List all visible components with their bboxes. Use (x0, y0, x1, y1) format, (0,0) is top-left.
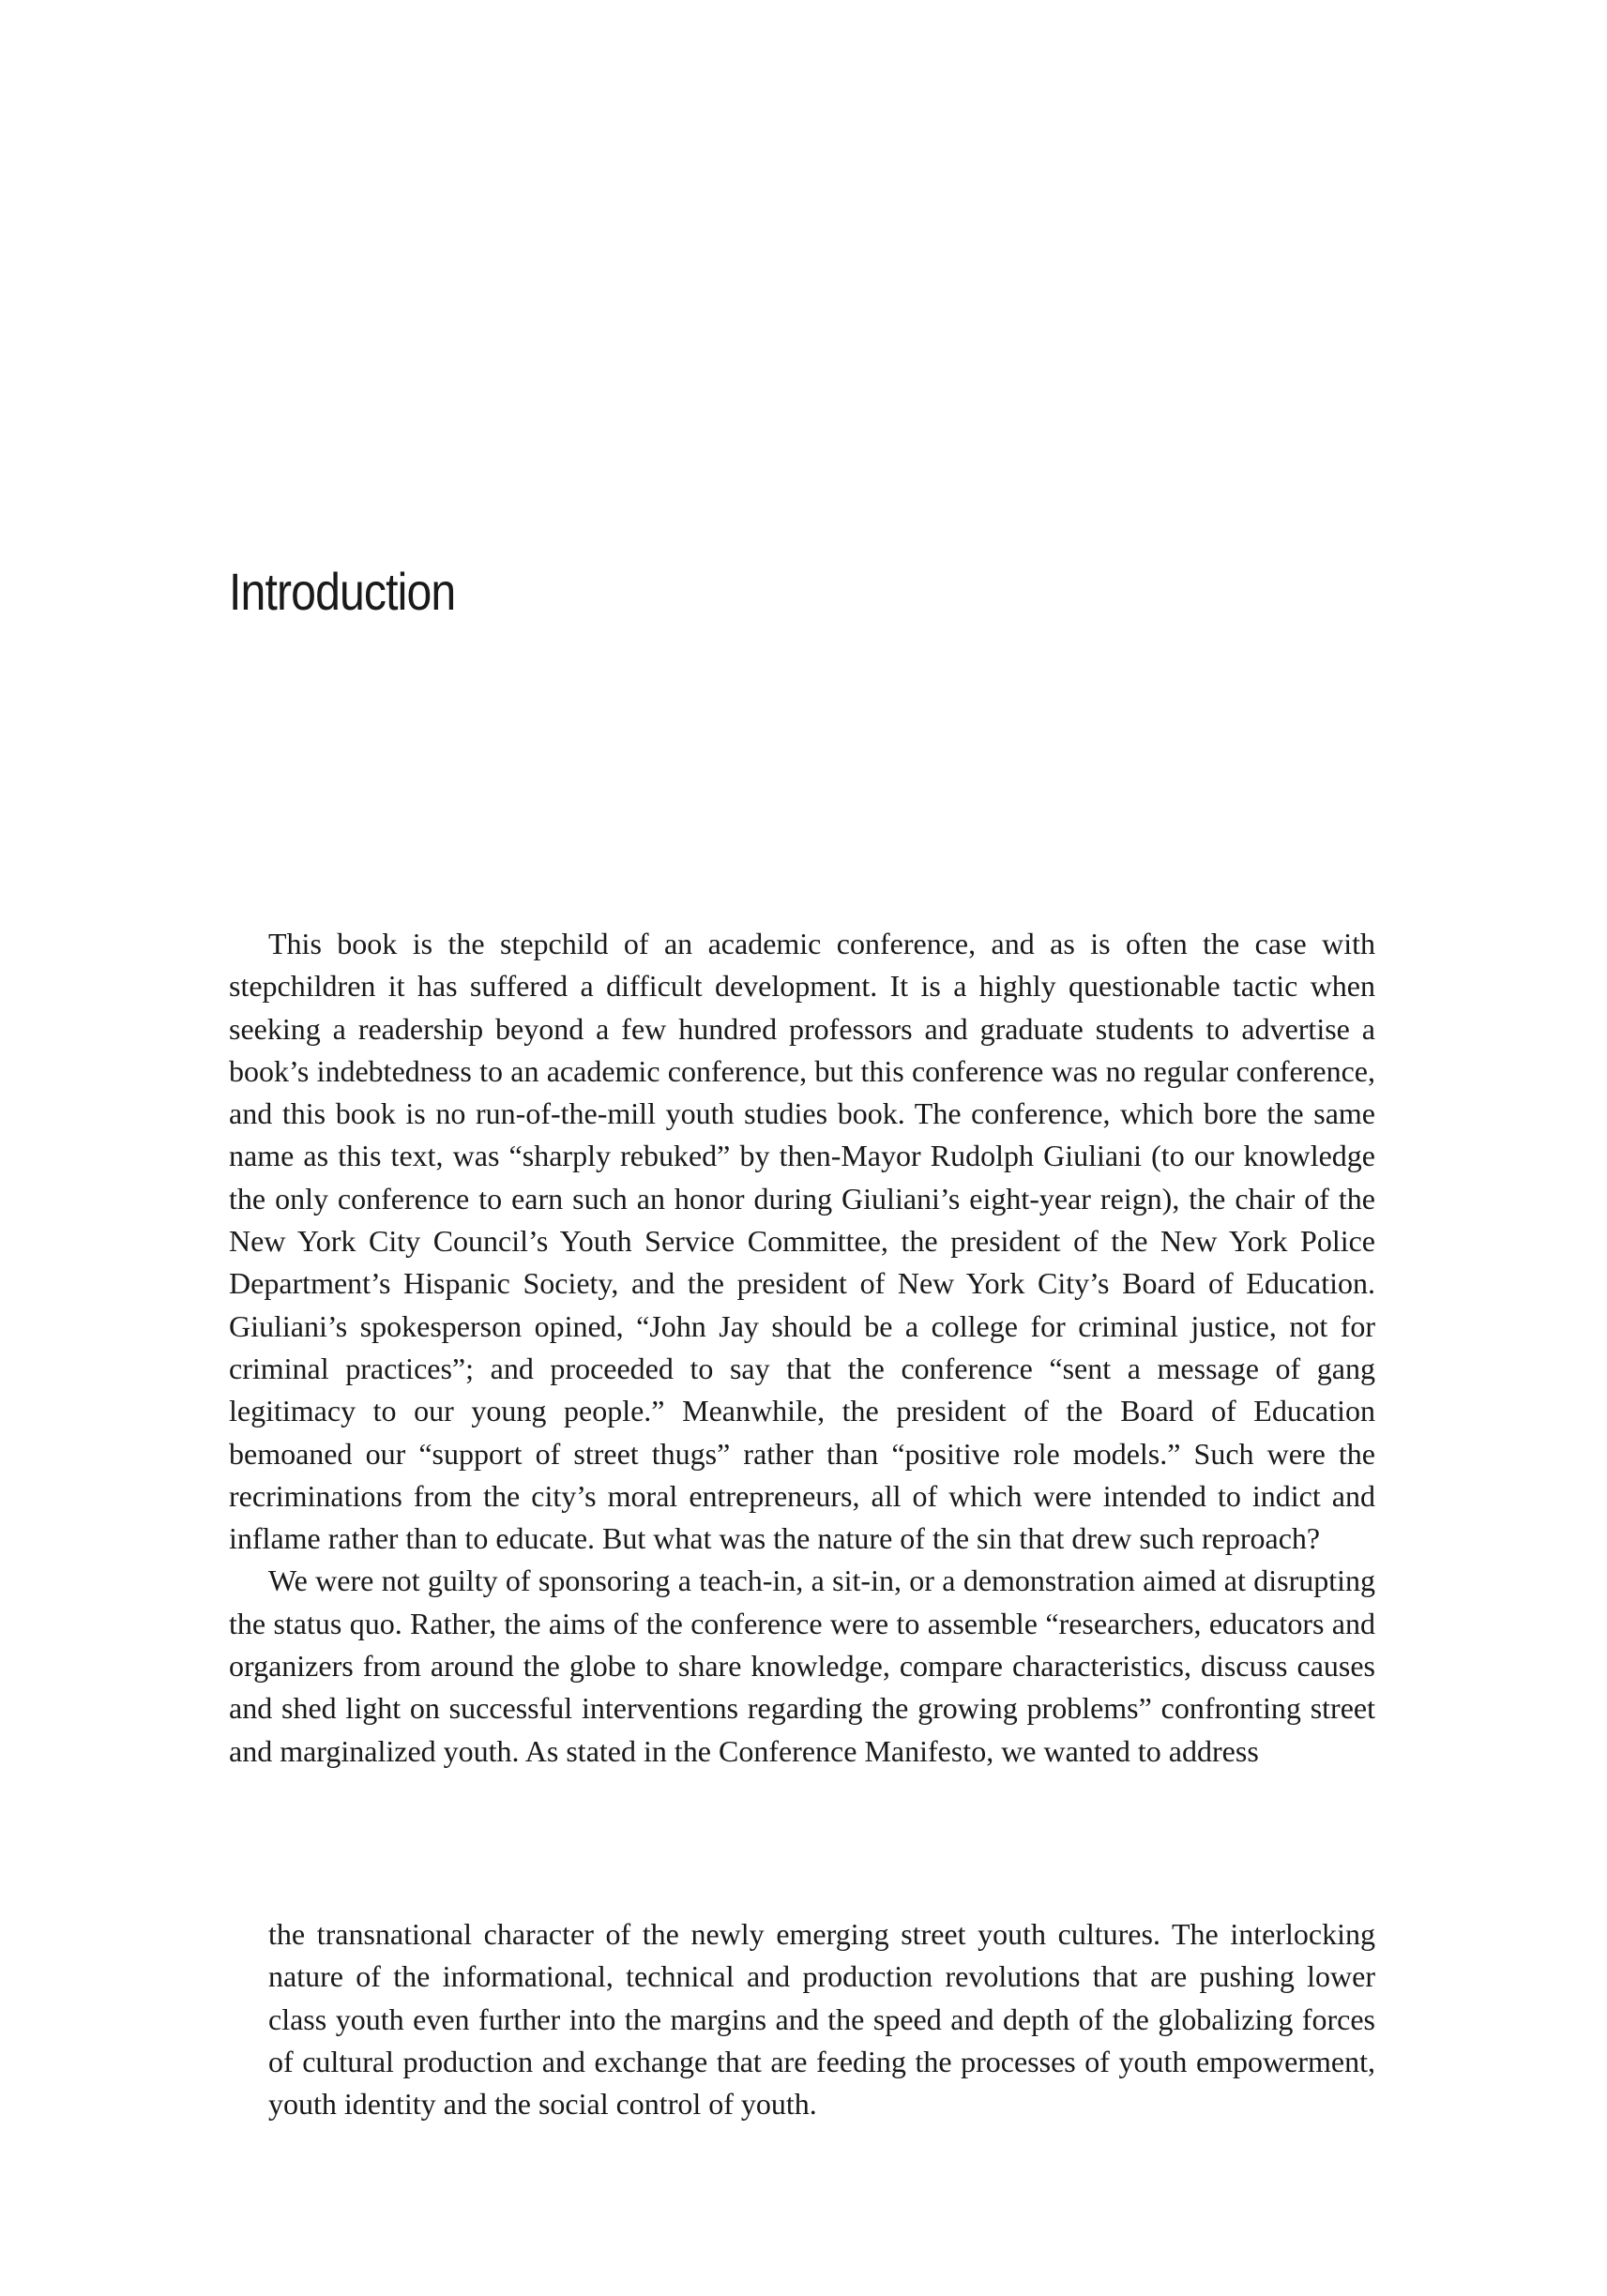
paragraph-1: This book is the stepchild of an academic conference, and as is often the case with stepchildren it has suffered a difficult development. It is a highly questionable tactic when seeking a readership beyond a few hundred professors and graduate students to advertise a book’s indebtedness to an academic conference, but this conference was no regular conference, and this book is no run-of-the-mill youth studies book. The conference, which bore the same name as this text, was “sharply rebuked” by then-Mayor Rudolph Giuliani (to our knowledge the only conference to earn such an honor during Giuliani’s eight-year reign), the chair of the New York City Council’s Youth Service Committee, the president of the New York Police Department’s Hispanic Society, and the president of New York City’s Board of Education. Giuliani’s spokesperson opined, “John Jay should be a college for criminal justice, not for criminal practices”; and proceeded to say that the conference “sent a message of gang legitimacy to our young people.” Meanwhile, the president of the Board of Education bemoaned our “support of street thugs” rather than “positive role models.” Such were the recriminations from the city’s moral entrepreneurs, all of which were intended to indict and inflame rather than to educate. But what was the nature of the sin that drew such reproach? (229, 927, 1375, 1556)
manifesto-blockquote: the transnational character of the newly emerging street youth cultures. The interlocking nature of the informational, technical and production revolutions that are pushing lower class youth even further into the margins and the speed and depth of the globalizing forces of cultural production and exchange that are feeding the processes of youth empowerment, youth identity and the social control of youth. (268, 1917, 1375, 2122)
paragraph-2: We were not guilty of sponsoring a teach-in, a sit-in, or a demonstration aimed at disrupting the status quo. Rather, the aims of the conference were to assemble “researchers, educators and organizers from around the globe to share knowledge, compare characteristics, discuss causes and shed light on successful interventions regarding the growing problems” confronting street and marginalized youth. As stated in the Conference Manifesto, we wanted to address (229, 1563, 1375, 1768)
body-text (229, 923, 1375, 1773)
chapter-title: Introduction (229, 562, 456, 621)
